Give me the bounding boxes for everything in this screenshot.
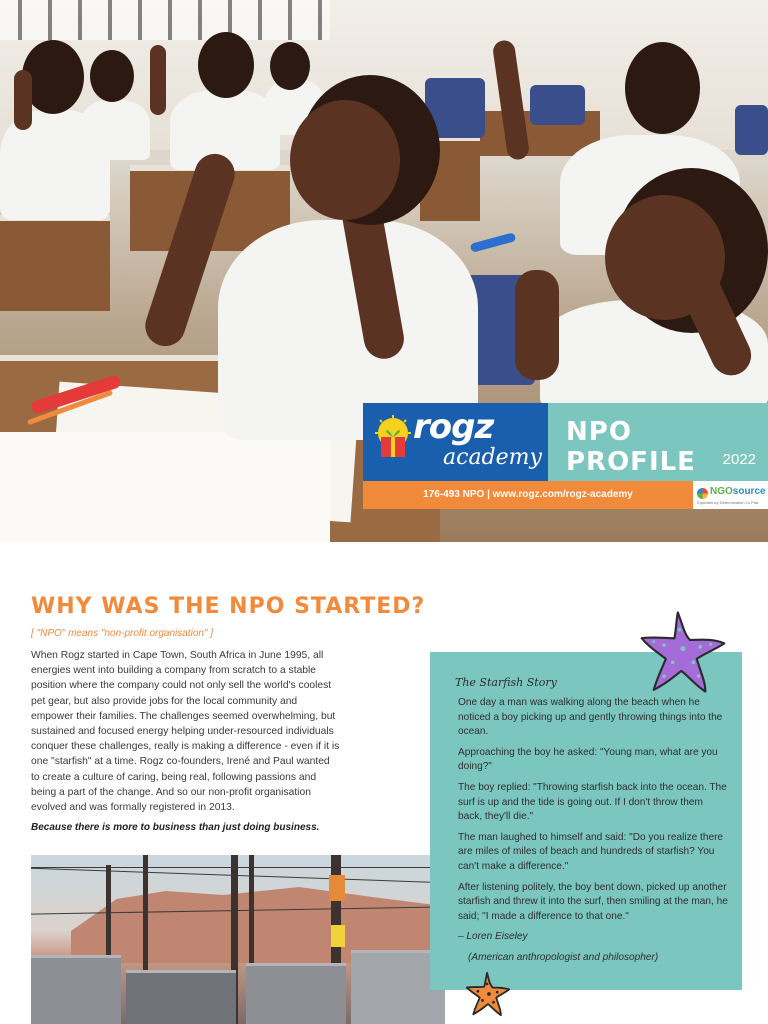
logo-brand: rogz bbox=[413, 407, 494, 447]
orange-starfish-icon bbox=[465, 970, 511, 1018]
story-author-note: (American anthropologist and philosopher) bbox=[468, 951, 659, 963]
story-paragraph: The boy replied: "Throwing starfish back into the ocean. The surf is up and the tide is going out. If I don't throw them back, they'll die." bbox=[458, 781, 727, 823]
profile-title: NPO PROFILE bbox=[566, 417, 696, 477]
story-author: – Loren Eiseley bbox=[458, 931, 528, 943]
ngosource-tagline: Equivalency Determination Lo Plat bbox=[697, 500, 759, 505]
ngosource-badge bbox=[693, 481, 768, 509]
npo-profile-banner bbox=[548, 403, 768, 481]
ngosource-logo-icon bbox=[697, 488, 708, 499]
story-body bbox=[458, 696, 728, 972]
logo-sub: academy bbox=[443, 445, 542, 470]
section-note: [ "NPO" means "non-profit organisation" ] bbox=[31, 628, 214, 639]
street-sign bbox=[329, 875, 345, 901]
township-photo bbox=[31, 855, 445, 1024]
starfish-story-box bbox=[430, 652, 742, 990]
chair bbox=[735, 105, 768, 155]
tagline: Because there is more to business than just doing business. bbox=[31, 822, 320, 833]
ngosource-name: NGOsource bbox=[710, 486, 766, 497]
contact-bar[interactable]: 176-493 NPO | www.rogz.com/rogz-academy bbox=[363, 481, 693, 509]
worksheet bbox=[0, 432, 330, 542]
profile-year: 2022 bbox=[722, 451, 756, 468]
rogz-academy-logo bbox=[363, 403, 548, 481]
story-title: The Starfish Story bbox=[455, 676, 557, 689]
section-title: WHY WAS THE NPO STARTED? bbox=[31, 594, 426, 619]
chair bbox=[530, 85, 585, 125]
story-paragraph: One day a man was walking along the beach when he noticed a boy picking up and gently throwing things into the ocean. bbox=[458, 697, 723, 738]
story-paragraph: The man laughed to himself and said: "Do you realize there are miles of miles of beach and hundreds of starfish? You can't make a difference." bbox=[458, 831, 724, 872]
wall-decoration bbox=[0, 0, 330, 40]
story-paragraph: Approaching the boy he asked: "Young man, what are you doing?" bbox=[458, 746, 718, 773]
body-paragraph: When Rogz started in Cape Town, South Africa in June 1995, all energies went into building a company from scratch to a stable position where the company could not only sell the world's coolest pet gear, but also provide jobs for the local community and empower their families. The challenges seemed overwhelming, but sustained and focused energy helping under-resourced individuals conquer these challenges, really is making a difference - even if it is one "starfish" at a time. Rogz co-founders, Irené and Paul wanted to create a culture of caring, being real, following passions and being a part of the change. And so our non-profit organisation evolved and was formally registered in 2013. bbox=[31, 650, 340, 814]
gift-sun-icon bbox=[371, 415, 413, 461]
purple-starfish-icon bbox=[640, 606, 726, 698]
desk bbox=[0, 215, 110, 311]
pen bbox=[470, 232, 517, 253]
story-paragraph: After listening politely, the boy bent down, picked up another starfish and threw it into the surf, then smiling at the man, he said; "I made a difference to that one." bbox=[458, 881, 728, 922]
street-sign bbox=[331, 925, 345, 947]
